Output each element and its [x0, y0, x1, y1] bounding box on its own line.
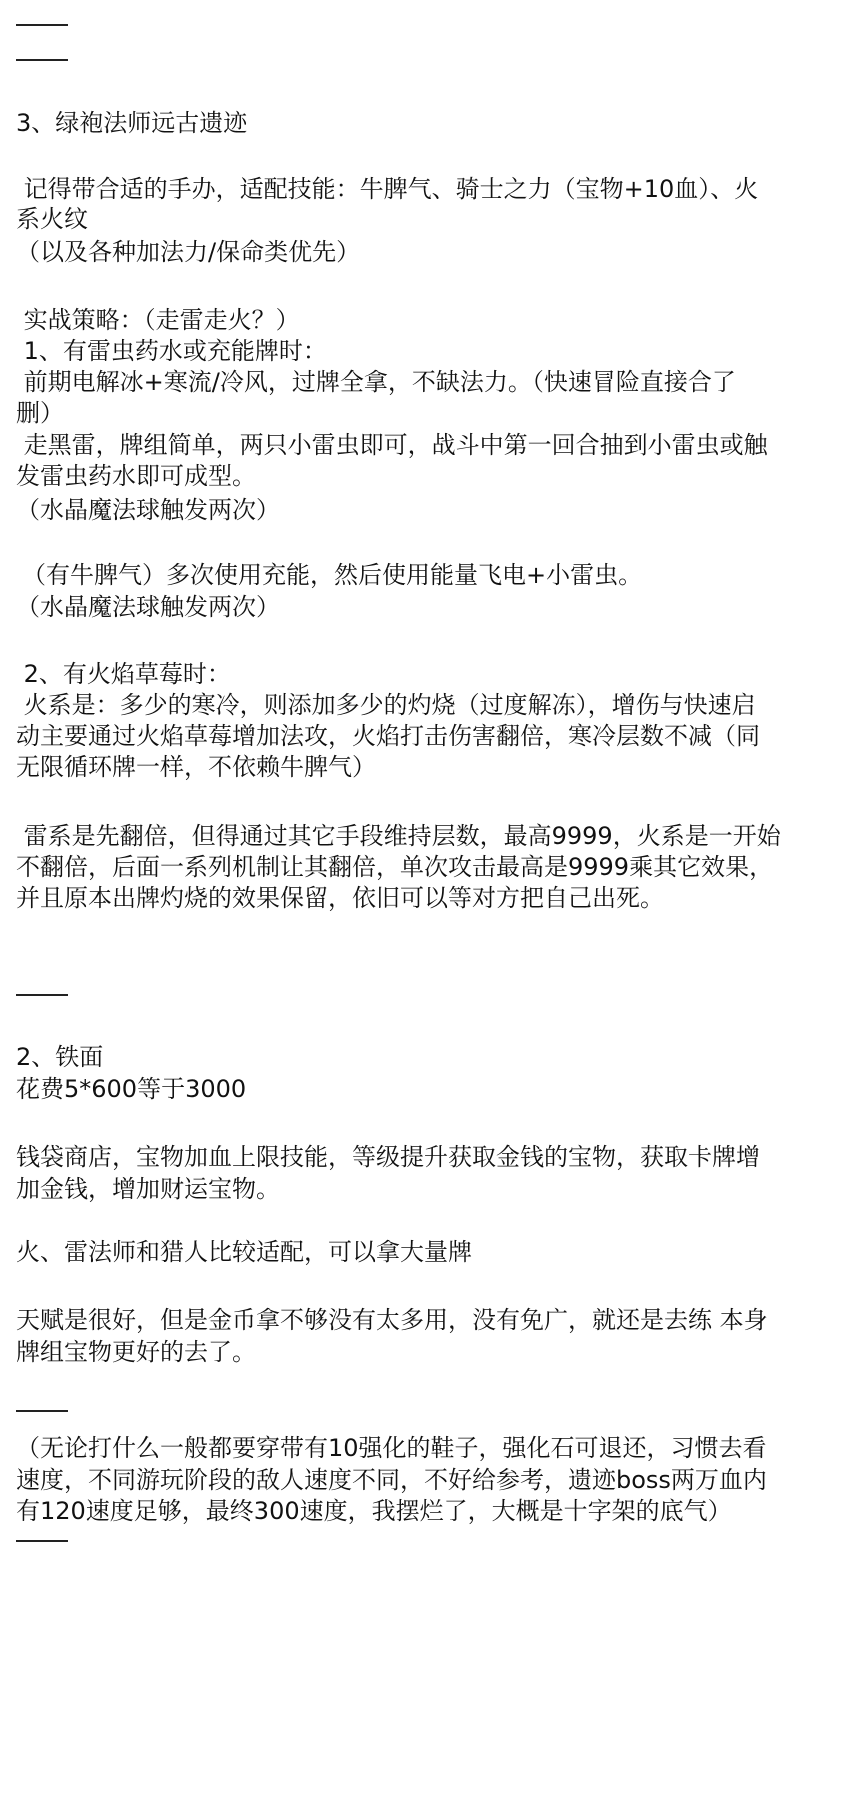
- paragraph-line: 牌组宝物更好的去了。: [16, 1338, 256, 1366]
- paragraph-line: 火、雷法师和猎人比较适配，可以拿大量牌: [16, 1238, 472, 1266]
- paragraph-line: （水晶魔法球触发两次）: [16, 496, 280, 524]
- divider: [16, 1540, 68, 1542]
- paragraph-line: 加金钱，增加财运宝物。: [16, 1175, 280, 1203]
- paragraph-line: 1、有雷虫药水或充能牌时：: [16, 337, 327, 365]
- paragraph-line: 2、有火焰草莓时：: [16, 660, 231, 688]
- paragraph-line: 前期电解冰+寒流/冷风，过牌全拿，不缺法力。（快速冒险直接合了: [16, 368, 736, 396]
- paragraph-line: 有120速度足够，最终300速度，我摆烂了，大概是十字架的底气）: [16, 1497, 732, 1525]
- paragraph-line: 删）: [16, 399, 64, 427]
- paragraph-line: （有牛脾气）多次使用充能，然后使用能量飞电+小雷虫。: [22, 561, 643, 589]
- divider: [16, 24, 68, 26]
- divider: [16, 994, 68, 996]
- paragraph-line: 不翻倍，后面一系列机制让其翻倍，单次攻击最高是9999乘其它效果，: [16, 853, 774, 881]
- paragraph-line: 无限循环牌一样，不依赖牛脾气）: [16, 753, 376, 781]
- paragraph-line: 记得带合适的手办，适配技能：牛脾气、骑士之力（宝物+10血）、火: [16, 175, 759, 203]
- divider: [16, 59, 68, 61]
- paragraph-line: （水晶魔法球触发两次）: [16, 593, 280, 621]
- paragraph-line: 实战策略：（走雷走火？）: [16, 306, 300, 334]
- paragraph-line: （以及各种加法力/保命类优先）: [16, 238, 361, 266]
- paragraph-line: 天赋是很好，但是金币拿不够没有太多用，没有免广，就还是去练 本身: [16, 1306, 768, 1334]
- paragraph-line: 并且原本出牌灼烧的效果保留，依旧可以等对方把自己出死。: [16, 884, 664, 912]
- paragraph-line: 雷系是先翻倍，但得通过其它手段维持层数，最高9999，火系是一开始: [16, 822, 781, 850]
- paragraph-line: 速度，不同游玩阶段的敌人速度不同，不好给参考，遗迹boss两万血内: [16, 1466, 767, 1494]
- section-title: 2、铁面: [16, 1043, 104, 1071]
- divider: [16, 1410, 68, 1412]
- section-title: 3、绿袍法师远古遗迹: [16, 109, 248, 137]
- paragraph-line: 火系是：多少的寒冷，则添加多少的灼烧（过度解冻），增伤与快速启: [16, 691, 756, 719]
- paragraph-line: 钱袋商店，宝物加血上限技能，等级提升获取金钱的宝物，获取卡牌增: [16, 1143, 760, 1171]
- paragraph-line: 走黑雷，牌组简单，两只小雷虫即可，战斗中第一回合抽到小雷虫或触: [16, 431, 768, 459]
- paragraph-line: 发雷虫药水即可成型。: [16, 462, 256, 490]
- paragraph-line: 花费5*600等于3000: [16, 1075, 247, 1103]
- paragraph-line: 系火纹: [16, 205, 88, 233]
- paragraph-line: （无论打什么一般都要穿带有10强化的鞋子，强化石可退还，习惯去看: [16, 1434, 767, 1462]
- paragraph-line: 动主要通过火焰草莓增加法攻，火焰打击伤害翻倍，寒冷层数不减（同: [16, 722, 760, 750]
